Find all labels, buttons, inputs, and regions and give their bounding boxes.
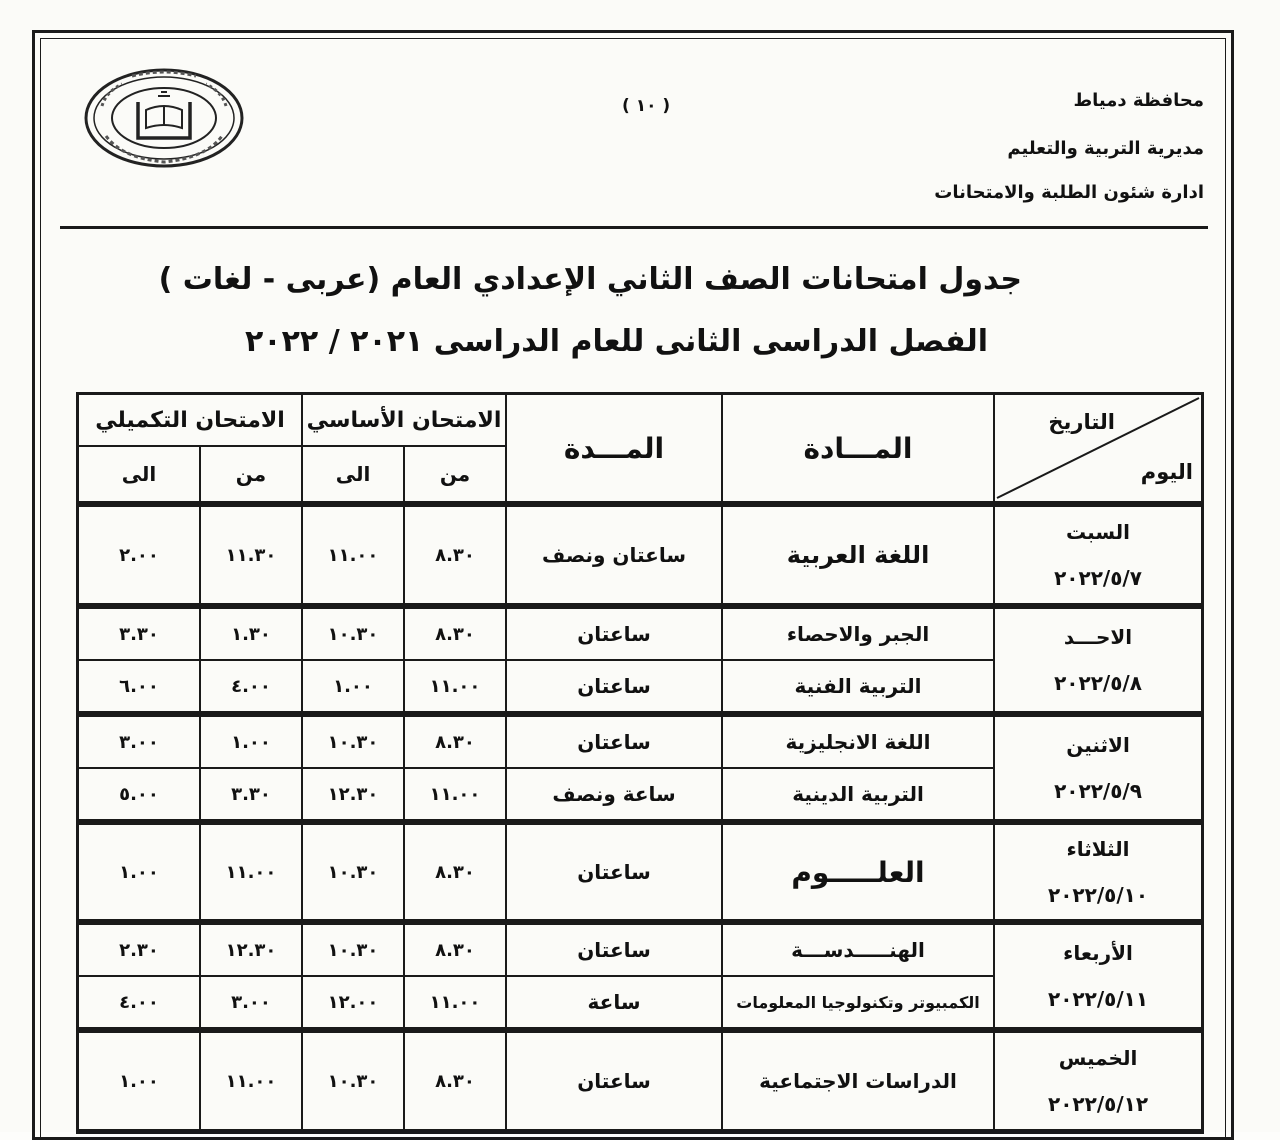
basic-from-header: من — [403, 447, 505, 507]
basic-to-cell: ١١.٠٠ — [301, 507, 403, 609]
basic-from-cell: ٨.٣٠ — [403, 825, 505, 925]
exam-date: ٢٠٢٢/٥/٩ — [1054, 779, 1142, 803]
basic-to-header: الى — [301, 447, 403, 507]
exam-date: ٢٠٢٢/٥/١٢ — [1047, 1092, 1149, 1116]
basic-to-cell: ١٠.٣٠ — [301, 609, 403, 661]
duration-column-header: المـــدة — [505, 395, 721, 507]
day-name: الخميس — [1058, 1046, 1138, 1070]
department-label: ادارة شئون الطلبة والامتحانات — [934, 182, 1204, 203]
subject-cell: التربية الدينية — [721, 769, 993, 825]
exam-date: ٢٠٢٢/٥/١١ — [1047, 987, 1149, 1011]
corner-header-cell — [993, 395, 1201, 507]
supp-to-header: الى — [79, 447, 199, 507]
basic-to-cell: ١٠.٣٠ — [301, 825, 403, 925]
supp-to-cell: ٣.٠٠ — [79, 717, 199, 769]
supp-from-cell: ١١.٠٠ — [199, 825, 301, 925]
subject-cell: الكمبيوتر وتكنولوجيا المعلومات — [721, 977, 993, 1033]
day-name: الثلاثاء — [1066, 837, 1130, 861]
basic-from-cell: ٨.٣٠ — [403, 609, 505, 661]
table-row — [79, 609, 1201, 661]
day-cell — [993, 507, 1201, 609]
duration-cell: ساعتان — [505, 825, 721, 925]
day-name: الأربعاء — [1063, 941, 1133, 965]
supp-to-cell: ٣.٣٠ — [79, 609, 199, 661]
subject-cell: الدراسات الاجتماعية — [721, 1033, 993, 1131]
day-cell — [993, 717, 1201, 825]
table-row — [79, 825, 1201, 925]
exam-date: ٢٠٢٢/٥/٧ — [1054, 566, 1142, 590]
day-name: الاحـــد — [1063, 625, 1133, 649]
basic-to-cell: ١٢.٠٠ — [301, 977, 403, 1033]
supp-from-cell: ١.٠٠ — [199, 717, 301, 769]
basic-to-cell: ١٠.٣٠ — [301, 925, 403, 977]
directorate-label: مديرية التربية والتعليم — [1007, 138, 1204, 159]
governorate-label: محافظة دمياط — [1073, 90, 1204, 111]
supp-from-cell: ١١.٠٠ — [199, 1033, 301, 1131]
directorate-seal-icon — [82, 66, 246, 170]
basic-from-cell: ١١.٠٠ — [403, 661, 505, 717]
exam-date: ٢٠٢٢/٥/١٠ — [1047, 883, 1149, 907]
day-cell — [993, 925, 1201, 1033]
supp-from-cell: ١١.٣٠ — [199, 507, 301, 609]
supp-to-cell: ٤.٠٠ — [79, 977, 199, 1033]
supp-to-cell: ٢.٣٠ — [79, 925, 199, 977]
supp-from-cell: ٣.٣٠ — [199, 769, 301, 825]
basic-from-cell: ٨.٣٠ — [403, 507, 505, 609]
supp-to-cell: ٥.٠٠ — [79, 769, 199, 825]
supp-from-cell: ٤.٠٠ — [199, 661, 301, 717]
basic-exam-header: الامتحان الأساسي — [301, 395, 505, 447]
basic-from-cell: ١١.٠٠ — [403, 977, 505, 1033]
supp-from-cell: ٣.٠٠ — [199, 977, 301, 1033]
basic-to-cell: ١٠.٣٠ — [301, 717, 403, 769]
page-number: ( ١٠ ) — [622, 96, 671, 116]
corner-date-label: التاريخ — [1048, 410, 1116, 434]
supp-to-cell: ٦.٠٠ — [79, 661, 199, 717]
duration-cell: ساعة — [505, 977, 721, 1033]
supp-to-cell: ١.٠٠ — [79, 825, 199, 925]
day-cell — [993, 609, 1201, 717]
subject-cell: الهنـــــدســـة — [721, 925, 993, 977]
day-name: الاثنين — [1066, 733, 1130, 757]
schedule-title: جدول امتحانات الصف الثاني الإعدادي العام (عربى - لغات ) — [158, 262, 1022, 297]
subject-cell: العلـــــوم — [721, 825, 993, 925]
table-row — [79, 507, 1201, 609]
duration-cell: ساعتان — [505, 661, 721, 717]
table-row — [79, 925, 1201, 977]
duration-cell: ساعتان — [505, 1033, 721, 1131]
semester-title: الفصل الدراسى الثانى للعام الدراسى ٢٠٢١ / ٢٠٢٢ — [245, 324, 988, 359]
duration-cell: ساعتان — [505, 717, 721, 769]
duration-cell: ساعتان ونصف — [505, 507, 721, 609]
supp-from-cell: ١.٣٠ — [199, 609, 301, 661]
supp-from-cell: ١٢.٣٠ — [199, 925, 301, 977]
basic-from-cell: ٨.٣٠ — [403, 925, 505, 977]
header-divider — [60, 226, 1208, 229]
day-cell — [993, 825, 1201, 925]
duration-cell: ساعة ونصف — [505, 769, 721, 825]
subject-column-header: المـــادة — [721, 395, 993, 507]
subject-cell: الجبر والاحصاء — [721, 609, 993, 661]
supp-to-cell: ٢.٠٠ — [79, 507, 199, 609]
supplementary-exam-header: الامتحان التكميلي — [79, 395, 301, 447]
day-name: السبت — [1065, 520, 1131, 544]
basic-to-cell: ١٠.٣٠ — [301, 1033, 403, 1131]
subject-cell: اللغة الانجليزية — [721, 717, 993, 769]
supp-to-cell: ١.٠٠ — [79, 1033, 199, 1131]
duration-cell: ساعتان — [505, 925, 721, 977]
basic-from-cell: ١١.٠٠ — [403, 769, 505, 825]
subject-cell: التربية الفنية — [721, 661, 993, 717]
exam-date: ٢٠٢٢/٥/٨ — [1054, 671, 1142, 695]
table-row — [79, 1033, 1201, 1131]
basic-from-cell: ٨.٣٠ — [403, 717, 505, 769]
duration-cell: ساعتان — [505, 609, 721, 661]
day-cell — [993, 1033, 1201, 1131]
basic-to-cell: ١٢.٣٠ — [301, 769, 403, 825]
basic-to-cell: ١.٠٠ — [301, 661, 403, 717]
subject-cell: اللغة العربية — [721, 507, 993, 609]
exam-schedule-table — [76, 392, 1198, 1134]
corner-day-label: اليوم — [1140, 460, 1194, 484]
supp-from-header: من — [199, 447, 301, 507]
basic-from-cell: ٨.٣٠ — [403, 1033, 505, 1131]
table-row — [79, 717, 1201, 769]
